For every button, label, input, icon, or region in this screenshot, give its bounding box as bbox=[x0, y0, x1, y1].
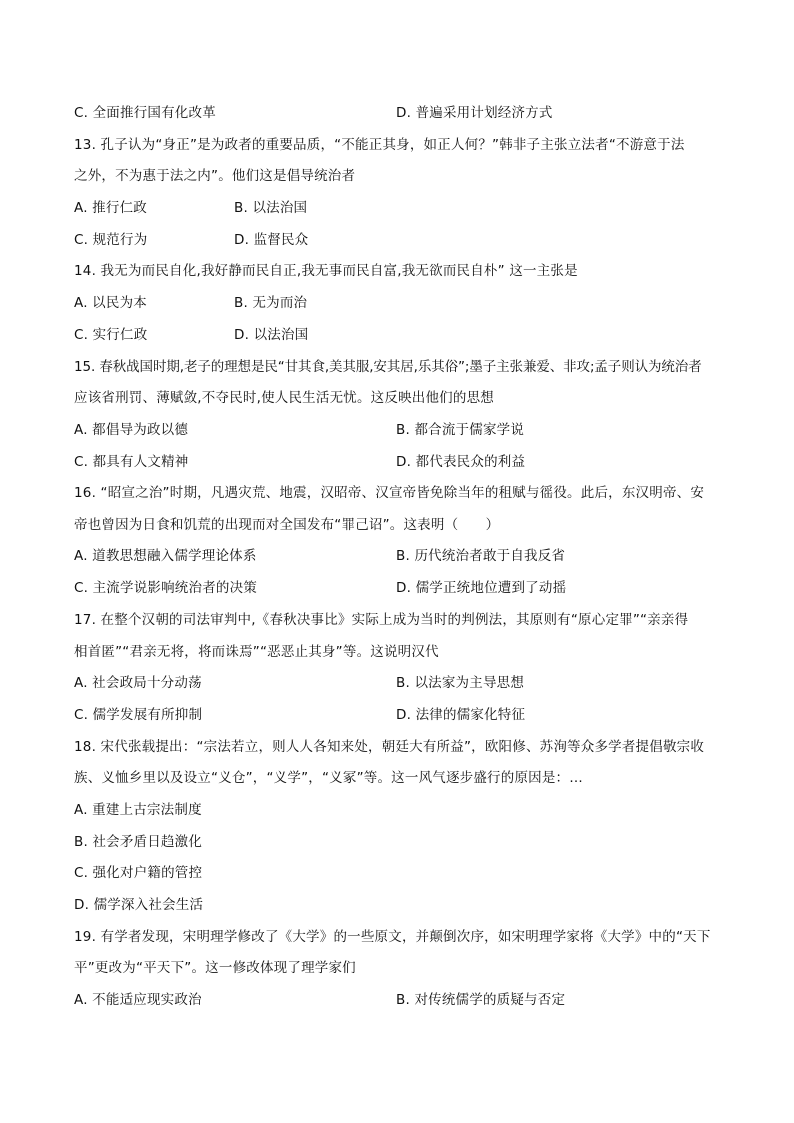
q17-option-a: A. 社会政局十分动荡 bbox=[74, 675, 202, 691]
q18-option-c: C. 强化对户籍的管控 bbox=[74, 865, 203, 881]
q18-stem-line2: 族、义恤乡里以及设立“义仓”，“义学”，“义冢”等。这一风气逐步盛行的原因是：… bbox=[74, 770, 583, 786]
q14-stem-line1: 14. 我无为而民自化,我好静而民自正,我无事而民自富,我无欲而民自朴” 这一主张是 bbox=[74, 263, 578, 279]
q16-option-d: D. 儒学正统地位遭到了动摇 bbox=[396, 580, 567, 596]
q17-stem-line1: 17. 在整个汉朝的司法审判中,《春秋决事比》实际上成为当时的判例法，其原则有“原心定罪”“亲亲得 bbox=[74, 612, 689, 628]
q15-option-d: D. 都代表民众的利益 bbox=[396, 454, 526, 470]
q14-option-a: A. 以民为本 bbox=[74, 295, 147, 311]
q17-stem-line2: 相首匿”“君亲无将，将而诛焉”“恶恶止其身”等。这说明汉代 bbox=[74, 644, 439, 660]
q13-option-b: B. 以法治国 bbox=[234, 200, 308, 216]
q16-option-b: B. 历代统治者敢于自我反省 bbox=[396, 548, 566, 564]
q13-stem-line2: 之外，不为惠于法之内”。他们这是倡导统治者 bbox=[74, 168, 356, 184]
q19-option-b: B. 对传统儒学的质疑与否定 bbox=[396, 992, 566, 1008]
q18-option-d: D. 儒学深入社会生活 bbox=[74, 897, 204, 913]
q14-option-d: D. 以法治国 bbox=[234, 327, 309, 343]
q18-stem-line1: 18. 宋代张载提出：“宗法若立，则人人各知来处，朝廷大有所益”，欧阳修、苏洵等众多学者提倡敬宗收 bbox=[74, 739, 705, 755]
q13-stem-line1: 13. 孔子认为“身正”是为政者的重要品质，“不能正其身，如正人何？”韩非子主张立法者“不游意于法 bbox=[74, 137, 685, 153]
q15-option-a: A. 都倡导为政以德 bbox=[74, 422, 189, 438]
q15-option-c: C. 都具有人文精神 bbox=[74, 454, 189, 470]
q15-stem-line1: 15. 春秋战国时期,老子的理想是民“甘其食,美其服,安其居,乐其俗”;墨子主张兼爱、非攻;孟子则认为统治者 bbox=[74, 359, 702, 375]
q14-option-c: C. 实行仁政 bbox=[74, 327, 148, 343]
q13-option-a: A. 推行仁政 bbox=[74, 200, 147, 216]
q17-option-b: B. 以法家为主导思想 bbox=[396, 675, 525, 691]
q16-option-a: A. 道教思想融入儒学理论体系 bbox=[74, 548, 257, 564]
q15-stem-line2: 应该省刑罚、薄赋敛,不夺民时,使人民生活无忧。这反映出他们的思想 bbox=[74, 390, 494, 406]
q15-option-b: B. 都合流于儒家学说 bbox=[396, 422, 525, 438]
q19-stem-line2: 平”更改为“平天下”。这一修改体现了理学家们 bbox=[74, 960, 356, 976]
q14-option-b: B. 无为而治 bbox=[234, 295, 308, 311]
q17-option-c: C. 儒学发展有所抑制 bbox=[74, 707, 203, 723]
q17-option-d: D. 法律的儒家化特征 bbox=[396, 707, 526, 723]
q12-option-c: C. 全面推行国有化改革 bbox=[74, 105, 216, 121]
q18-option-b: B. 社会矛盾日趋激化 bbox=[74, 834, 203, 850]
q19-option-a: A. 不能适应现实政治 bbox=[74, 992, 202, 1008]
q16-stem-line1: 16. “昭宣之治”时期，凡遇灾荒、地震，汉昭帝、汉宣帝皆免除当年的租赋与徭役。此后，东汉明帝、安 bbox=[74, 485, 705, 501]
q13-option-d: D. 监督民众 bbox=[234, 232, 309, 248]
q16-option-c: C. 主流学说影响统治者的决策 bbox=[74, 580, 258, 596]
q19-stem-line1: 19. 有学者发现，宋明理学修改了《大学》的一些原文，并颠倒次序，如宋明理学家将《大学》中的“天下 bbox=[74, 929, 711, 945]
q16-stem-line2: 帝也曾因为日食和饥荒的出现而对全国发布“罪己诏”。这表明（ ） bbox=[74, 517, 500, 533]
q18-option-a: A. 重建上古宗法制度 bbox=[74, 802, 202, 818]
q12-option-d: D. 普遍采用计划经济方式 bbox=[396, 105, 553, 121]
q13-option-c: C. 规范行为 bbox=[74, 232, 148, 248]
